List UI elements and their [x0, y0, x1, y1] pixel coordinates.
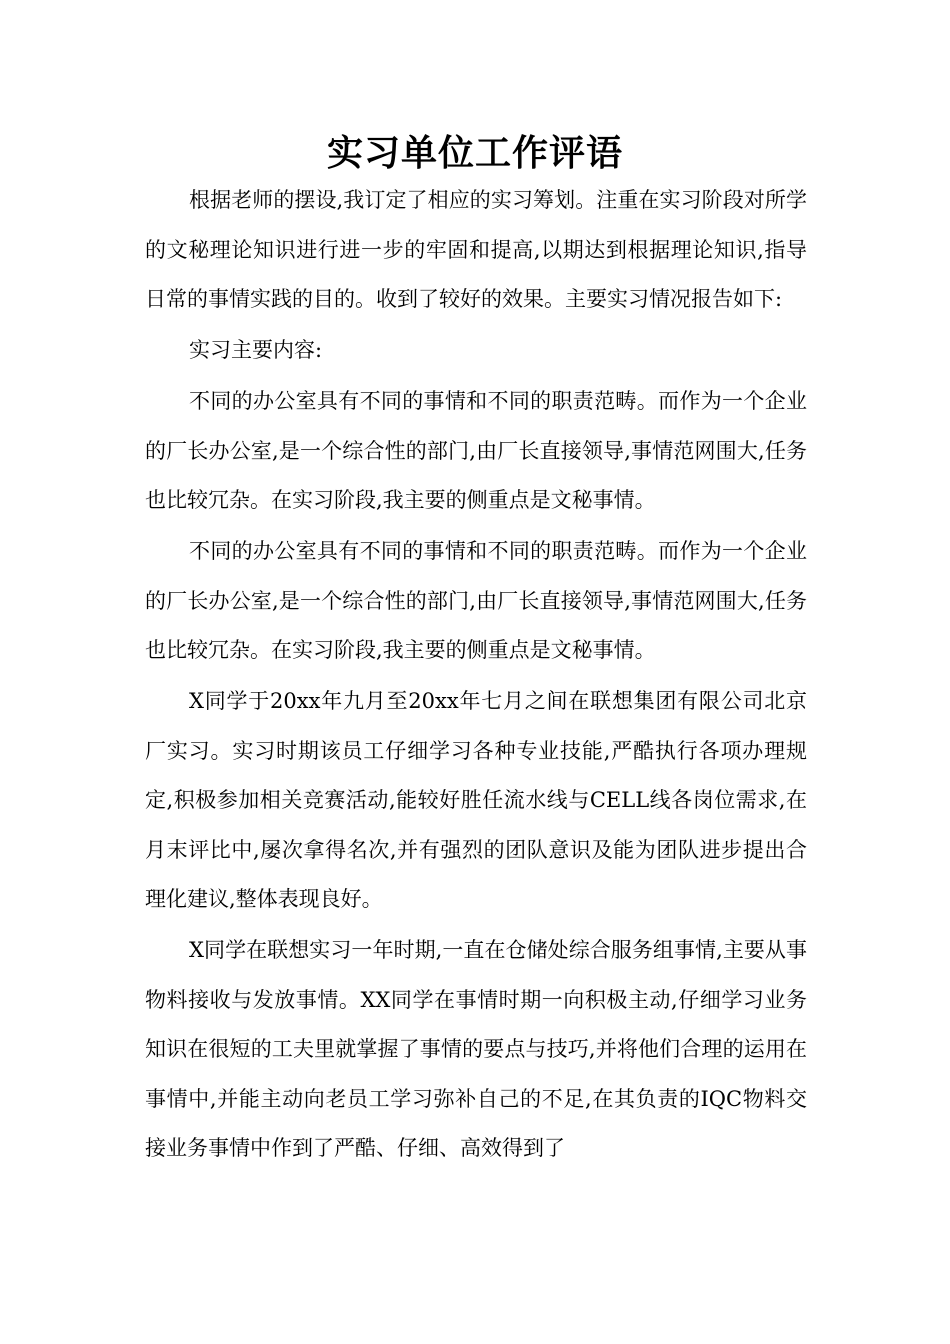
paragraph-evaluation-2: X同学在联想实习一年时期,一直在仓储处综合服务组事情,主要从事物料接收与发放事情。XX同学在事情时期一向积极主动,仔细学习业务知识在很短的工夫里就掌握了事情的要点与技巧,并将他们合理的运用在事情中,并能主动向老员工学习弥补自己的不足,在其负责的IQC物料交接业务事情中作到了严酷、仔细、高效得到了 [145, 938, 807, 1160]
paragraph-intro: 根据老师的摆设,我订定了相应的实习筹划。注重在实习阶段对所学的文秘理论知识进行进一步的牢固和提高,以期达到根据理论知识,指导日常的事情实践的目的。收到了较好的效果。主要实习情况报告如下: [145, 188, 807, 311]
paragraph-office-duties: 不同的办公室具有不同的事情和不同的职责范畴。而作为一个企业的厂长办公室,是一个综合性的部门,由厂长直接领导,事情范网围大,任务也比较冗杂。在实习阶段,我主要的侧重点是文秘事情。 [145, 389, 807, 512]
paragraph-main-content-heading: 实习主要内容: [189, 338, 323, 362]
document-body [145, 176, 807, 1174]
paragraph-office-duties-repeat: 不同的办公室具有不同的事情和不同的职责范畴。而作为一个企业的厂长办公室,是一个综合性的部门,由厂长直接领导,事情范网围大,任务也比较冗杂。在实习阶段,我主要的侧重点是文秘事情。 [145, 539, 807, 662]
paragraph-evaluation-1: X同学于20xx年九月至20xx年七月之间在联想集团有限公司北京厂实习。实习时期该员工仔细学习各种专业技能,严酷执行各项办理规定,积极参加相关竞赛活动,能较好胜任流水线与CELL线各岗位需求,在月末评比中,屡次拿得名次,并有强烈的团队意识及能为团队进步提出合理化建议,整体表现良好。 [145, 689, 807, 911]
document-title: 实习单位工作评语 [326, 132, 623, 174]
